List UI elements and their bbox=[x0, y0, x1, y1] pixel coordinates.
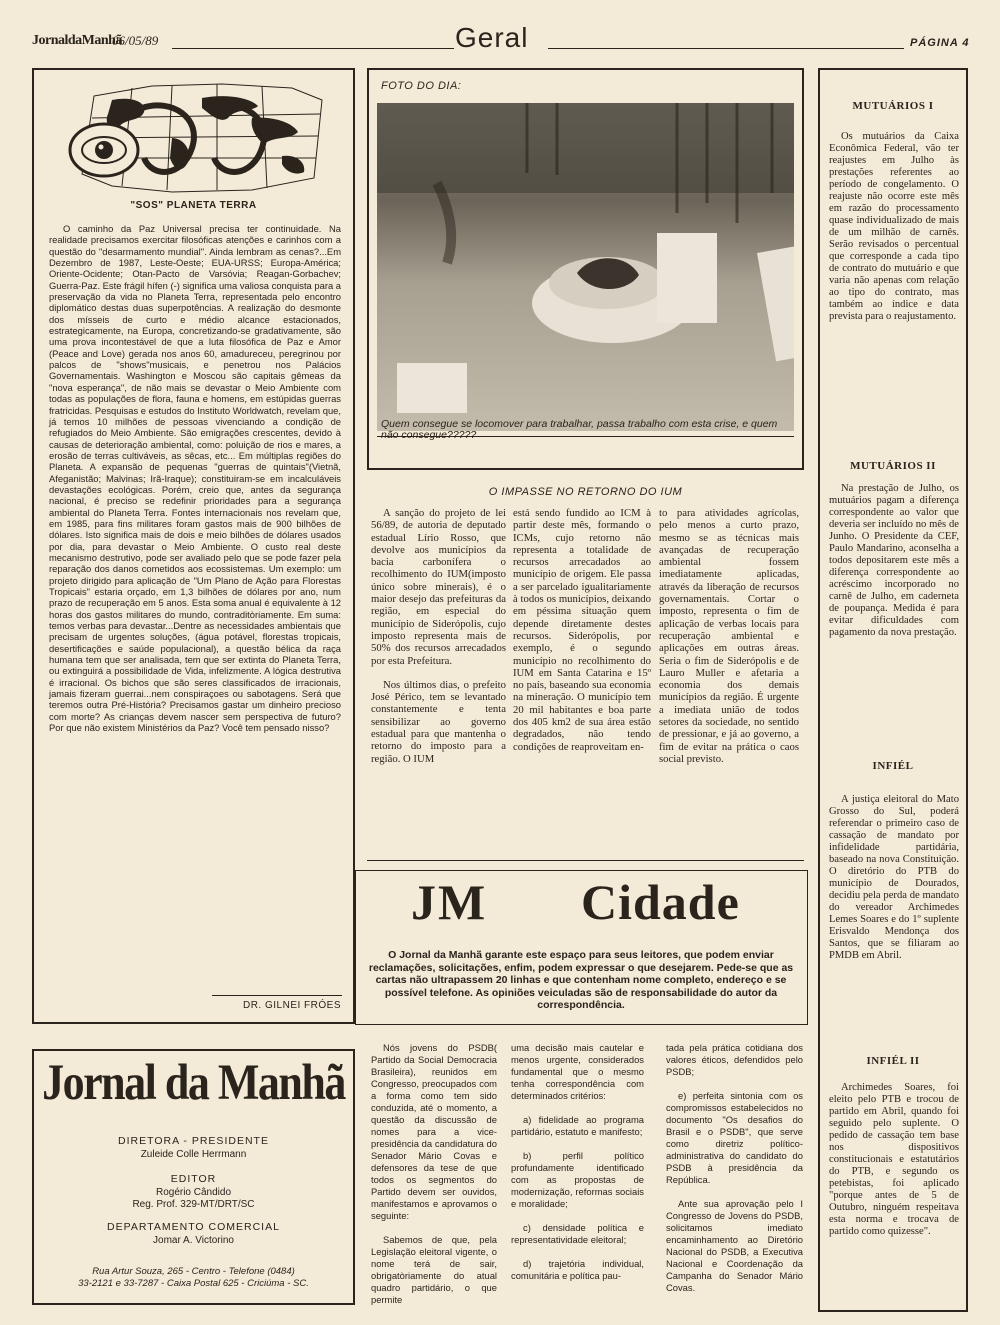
header-date: 06/05/89 bbox=[112, 33, 159, 48]
sidebar-title-infiel: INFIÉL bbox=[872, 760, 914, 772]
impasse-column-1 bbox=[371, 507, 506, 765]
sidebar-body-mutuarios-2: Na prestação de Julho, os mutuários pagam a diferença correspondente ao valor que deveria ser incluído no mês de Junho. O Presidente da CEF, Paulo Mandarino, aconselha a todos depositarem este mês a diferença correspondente ao acréscimo incorporado no carnê de Julho, em caderneta de poupança. Medida é para evitar dificuldades com pagamento da nova prestação. bbox=[829, 483, 959, 638]
sos-author: DR. GILNEI FRÓES bbox=[242, 1000, 341, 1011]
jm-cidade-text: O Jornal da Manhã garante este espaço para seus leitores, que podem enviar reclamações, solicitações, enfim, podem expressar o que desejarem. Pede-se que as cartas não ultrapassem 20 linhas e que contenham nome completo, endereço e se possível telefone. As opiniões veiculadas são de responsabilidade do autor da correspondência. bbox=[368, 949, 794, 1011]
psdb-column-1 bbox=[371, 1042, 497, 1306]
page-number: PÁGINA 4 bbox=[910, 37, 970, 49]
impasse-title: O IMPASSE NO RETORNO DO IUM bbox=[488, 486, 683, 498]
masthead-role-editor: EDITOR bbox=[170, 1173, 217, 1185]
sos-author-rule bbox=[212, 995, 342, 996]
sidebar-title-mutuarios-2: MUTUÁRIOS II bbox=[850, 460, 936, 472]
header-logo: JornaldaManhã bbox=[32, 33, 122, 48]
header-rule-right bbox=[548, 48, 904, 49]
impasse-col2-para: está sendo fundido ao ICM à partir deste mês, formando o ICMs, cujo retorno não representa a totalidade de recursos arrecadados ao município de origem. Ele passa a ser parcelado igualitariamente à todos os municípios, deixando em péssima situação quem depende diretamente destes recursos. Siderópolis, por exemplo, é o segundo município no recolhimento do IUM em Santa Catarina e 15º no país, baseando sua economia na mineração. O município tem 20 mil habitantes e boa parte dos 405 km2 de sua área estão degradados, não tendo condições de reaproveitam en- bbox=[513, 507, 651, 753]
photo-caption: Quem consegue se locomover para trabalhar, passa trabalho com esta crise, e quem não consegue????? bbox=[381, 418, 778, 441]
impasse-column-3 bbox=[659, 507, 799, 765]
masthead-director-name: Zuleide Colle Herrmann bbox=[140, 1149, 247, 1160]
masthead-logo: Jornal da Manhã bbox=[42, 1054, 345, 1111]
masthead-commercial-name: Jomar A. Victorino bbox=[153, 1235, 234, 1246]
impasse-col1-para2: Nos últimos dias, o prefeito José Périco, tem se levantado constantemente e tenta sensibilizar ao governo estadual para que mantenha o retorno do imposto para a região. O IUM bbox=[371, 678, 506, 765]
sos-body: O caminho da Paz Universal precisa ter continuidade. Na realidade precisamos exercitar filosóficas atenções e carinhos com a questão do "desarmamento mundial". Ainda lembram as cenas?...Em Dezembro de 1987, Leste-Oeste; EUA-URSS; Europa-América; Oriente-Ocidente; Otan-Pacto de Varsóvia; Reagan-Gorbachev; Guerra-Paz. Este frágil hífen (-) significa uma valiosa conquista para a preservação da vida no Planeta Terra, representada pelo encontro diplomático destas duas superpotências. A realização do desmonte dos mísseis de curto e médio alcance estacionados, estrategicamente, na Europa, concretizando-se gradativamente, são uma prova incontestável de que a luta filosófica de Paz e Amor (Peace and Love) gerada nos anos 60, amadureceu, peregrinou por palcos de "shows"musicais, e penetrou nos Palácios Governamentais. Washington e Moscou são capitais gêmeas da "nova esperança", de não mais se devastar o Meio Ambiente com todas as populações de flora, fauna e homens, em estúpidas guerras fratricidas. Pesquisas e estudos do Instituto Worldwatch, revelam que, já temos 10 milhões de pessoas vivenciando a condição de refugiados do Meio Ambiente. São emigrações crescentes, devido à causas de deterioração ambiental, como: poluição de rios e mares, a erosão de terras cultiváveis, as sêcas, etc... Em múltiplas regiões do Planeta. A expansão de pequenas "guerras de quintais"(Vietnã, Afeganistão; Malvinas; Irã-Iraque); constituiram-se em incalculáveis devastações ecológicas. Porém, creio que, antes da segurança nacional, é preciso se redefinir prioridades para a segurança ambiental do Planeta Terra. Fontes internacionais nos revelam que, em 1985, para fins militares foram gastos mais de 900 bilhões de dólares. Isto significa mais de dois e meio bilhões de dólares usados por dia, para devastar o Meio Ambiente. O custo real deste mecanismo destrutivo, pode ser avaliado pelo que se pode fazer pela reparação dos danos cometidos aos ecossistemas. Um exemplo: um projeto dirigido para aplicação de "Um Plano de Ação para Florestas Tropicais" estaria orçado, em 1,3 bilhões de dólares por ano, num prazo de recuperação em 5 anos. Esta soma anual é equivalente à 12 horas dos gastos militares do mundo, contraditòriamente. Em suma: temos verbas para devastar...Dentre as necessidades ambientais que precisam de urgentes soluções, (água potável, florestas tropicais, desertificações e saúde populacional), a questão bélica da raça humana tem que ser analisada, tem que ser extinta do Planeta Terra, ou extinguirá a possibilidade de Vida, infelizmente. A lógica destrutiva é irracional. Os bichos que são seres classificados de irracionais, jamais fizeram guerrai...nem conspiraçoes ou sabotagens. Será que teremos outra Pré-História? Precisamos gastar um dinheiro precioso com morte? As crianças devem nascer sem perspectiva de futuro? Por que não existem Ministérios da Paz? Você tem pensado nisso? bbox=[49, 223, 341, 734]
psdb-col2-item-d: d) trajetória individual, comunitária e política pau- bbox=[511, 1258, 644, 1281]
psdb-col3-item-e: e) perfeita sintonia com os compromissos estabelecidos no documento "Os desafios do Brasil e o PSDB", que serve como diretriz político-administrativa do candidato do PSDB à presidência da República. bbox=[666, 1090, 803, 1185]
impasse-col3-para: to para atividades agrícolas, pelo menos a curto prazo, mesmo se as técnicas mais avançadas de recuperação ambiental fossem imediatamente aplicadas, através da liberação de recursos governamentais. Cortar o imposto, representa o fim de aplicação de verbas locais para recuperação ambiental e aplicações em outras áreas. Seria o fim de Siderópolis e de Lauro Muller e afetaria a economia dos demais municípios da região. É urgente a imediata união de todos setores da sociedade, no sentido de pressionar, e já ao governo, a fim de evitar na prática o caos social previsto. bbox=[659, 507, 799, 765]
psdb-col1-para2: Sabemos de que, pela Legislação eleitoral vigente, o nome terá de sair, obrigatòriamente do atual quadro partidário, o que permite bbox=[371, 1234, 497, 1305]
photo-label: FOTO DO DIA: bbox=[381, 80, 462, 92]
impasse-column-2 bbox=[513, 507, 651, 753]
jm-cidade-box bbox=[355, 870, 808, 1025]
psdb-column-3 bbox=[666, 1042, 803, 1294]
psdb-column-2 bbox=[511, 1042, 644, 1282]
psdb-col2-item-a: a) fidelidade ao programa partidário, estatuto e manifesto; bbox=[511, 1114, 644, 1137]
sidebar-title-mutuarios-1: MUTUÁRIOS I bbox=[852, 100, 934, 112]
sidebar-body-mutuarios-1: Os mutuários da Caixa Econômica Federal, vão ter reajustes em Julho às prestações referentes ao período de congelamento. O reajuste não ocorre este mês em razão do processamento quase individualizado de mais de um milhão de carnês. Serão revisados o percentual que corresponde a cada tipo de contrato do mutuário e que varia não apenas com relação ao tipo do contrato, mas também ao índice e data prevista para o reajustamento. bbox=[829, 131, 959, 322]
sidebar-title-infiel-2: INFIÉL II bbox=[866, 1055, 920, 1067]
sos-article-box bbox=[32, 68, 355, 1024]
masthead-editor-reg: Reg. Prof. 329-MT/DRT/SC bbox=[132, 1199, 255, 1210]
section-title: Geral bbox=[455, 22, 529, 53]
jm-brand: JM bbox=[411, 874, 488, 930]
impasse-bottom-rule bbox=[367, 860, 804, 861]
impasse-col1-para1: A sanção do projeto de lei 56/89, de autoria de deputado estadual Lírio Rosso, que devolve aos municípios da bacia carbonífera o recolhimento do IUM(imposto único sobre minerais), é o maior desejo das prefeituras da região, em especial do município de Siderópolis, cujo imposto representa mais de 50% dos recursos arrecadados por esta Prefeitura. bbox=[371, 507, 506, 667]
masthead-role-commercial: DEPARTAMENTO COMERCIAL bbox=[107, 1221, 280, 1233]
photo-box bbox=[367, 68, 804, 470]
masthead-address-1: Rua Artur Souza, 265 - Centro - Telefone (0484) bbox=[92, 1266, 295, 1277]
psdb-col3-para2: Ante sua aprovação pelo I Congresso de Jovens do PSDB, solicitamos imediato encaminhamento ao Diretório Nacional do PSDB, a Executiva Nacional e Coordenação da Campanha do Senador Mário Covas. bbox=[666, 1198, 803, 1293]
sidebar-body-infiel: A justiça eleitoral do Mato Grosso do Sul, poderá referendar o primeiro caso de cassação de mandato por infidelidade partidária, baseado na nova Constituição. O diretório do PTB do município de Dourados, decidiu pela perda de mandato do vereador Archimedes Lemes Soares e do 1º suplente Erisvaldo Mendonça dos Santos, que se filiaram ao PMDB em Abril. bbox=[829, 794, 959, 961]
masthead-box bbox=[32, 1049, 355, 1305]
psdb-col1-para1: Nós jovens do PSDB( Partido da Social Democracia Brasileira), reunidos em Congresso, preocupados com a forma como tem sido conduzida, até o momento, a questão da discussão de nomes para a vice-presidência da candidatura do Senador Mário Covas e defensores da tese de que todos os segmentos do Partido devem ser ouvidos, manifestamos e aprovamos o seguinte: bbox=[371, 1042, 497, 1221]
masthead-editor-name: Rogério Cândido bbox=[155, 1187, 232, 1198]
photo-scene bbox=[377, 103, 794, 431]
sidebar-body-infiel-2: Archimedes Soares, foi eleito pelo PTB e trocou de partido em Abril, quando foi seguido pelo suplente. O pedido de cassação tem base nos dispositivos constitucionais e estatutários do PTB, e segundo os petebistas, foi aplicado "porque antes de 5 de Outubro, ninguém respeitava esta norma e trocava de partido como quizesse". bbox=[829, 1082, 959, 1237]
header-rule-left bbox=[172, 48, 454, 49]
sos-title: "SOS" PLANETA TERRA bbox=[130, 200, 257, 211]
world-map-logo bbox=[52, 78, 336, 198]
jm-cidade-title: Cidade bbox=[581, 874, 740, 930]
masthead-address-2: 33-2121 e 33-7287 - Caixa Postal 625 - Criciúma - SC. bbox=[78, 1278, 309, 1289]
globe-eye-icon bbox=[52, 78, 336, 198]
psdb-col2-para1: uma decisão mais cautelar e menos urgente, considerados fundamental que o mesmo tenha correspondência com determinados critérios: bbox=[511, 1042, 644, 1101]
psdb-col2-item-c: c) densidade política e representatividade eleitoral; bbox=[511, 1222, 644, 1245]
psdb-col3-para1: tada pela prática cotidiana dos valores éticos, defendidos pelo PSDB; bbox=[666, 1042, 803, 1077]
photo-image bbox=[377, 103, 794, 431]
sidebar-box bbox=[818, 68, 968, 1312]
psdb-col2-item-b: b) perfil político profundamente identificado com as propostas de modernização, reformas sociais e moralidade; bbox=[511, 1150, 644, 1209]
masthead-role-director: DIRETORA - PRESIDENTE bbox=[118, 1135, 269, 1147]
